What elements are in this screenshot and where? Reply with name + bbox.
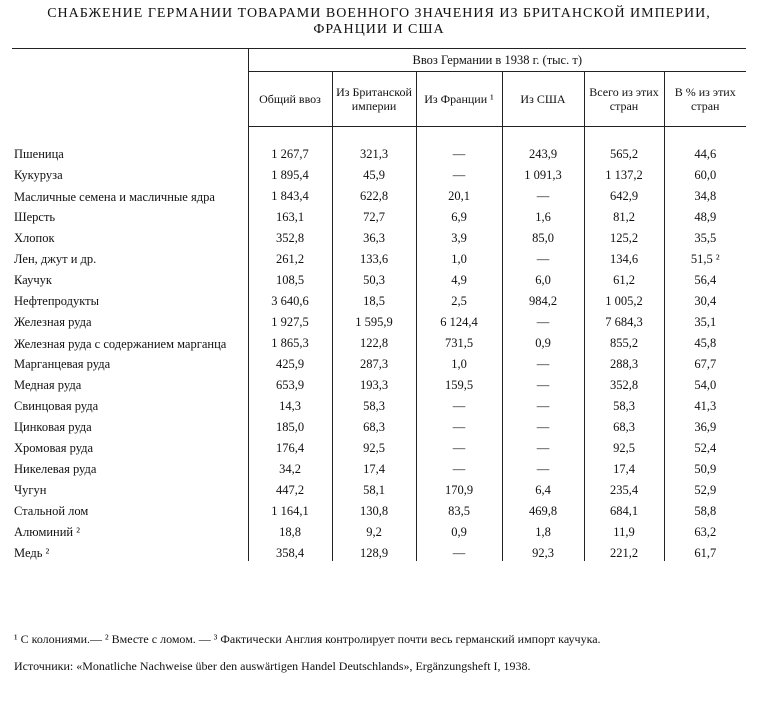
cell-value: 134,6 bbox=[584, 246, 664, 267]
cell-value: 52,9 bbox=[664, 477, 746, 498]
cell-value: 159,5 bbox=[416, 372, 502, 393]
row-label: Медная руда bbox=[12, 372, 248, 393]
cell-value: 14,3 bbox=[248, 393, 332, 414]
cell-value: 44,6 bbox=[664, 127, 746, 163]
cell-value: 1 843,4 bbox=[248, 183, 332, 204]
cell-value: 1 267,7 bbox=[248, 127, 332, 163]
cell-value: 352,8 bbox=[584, 372, 664, 393]
cell-value: 1 091,3 bbox=[502, 162, 584, 183]
row-label: Свинцовая руда bbox=[12, 393, 248, 414]
cell-value: 1 005,2 bbox=[584, 288, 664, 309]
notes bbox=[14, 632, 744, 674]
cell-value: — bbox=[502, 309, 584, 330]
row-label: Нефтепродукты bbox=[12, 288, 248, 309]
cell-value: 68,3 bbox=[584, 414, 664, 435]
cell-value: 18,8 bbox=[248, 519, 332, 540]
table-body bbox=[12, 127, 746, 562]
cell-value: 67,7 bbox=[664, 351, 746, 372]
cell-value: — bbox=[416, 435, 502, 456]
cell-value: 1,0 bbox=[416, 246, 502, 267]
cell-value: 58,1 bbox=[332, 477, 416, 498]
row-label: Медь ² bbox=[12, 540, 248, 561]
source-note: Источники: «Monatliche Nachweise über den auswärtigen Handel Deutschlands», Ergänzungsheft I, 1938. bbox=[14, 659, 531, 673]
cell-value: 30,4 bbox=[664, 288, 746, 309]
cell-value: 1 137,2 bbox=[584, 162, 664, 183]
cell-value: 34,8 bbox=[664, 183, 746, 204]
cell-value: — bbox=[502, 351, 584, 372]
footnote: ¹ С колониями.— ² Вместе с ломом. — ³ Фактически Англия контролирует почти весь германский импорт каучука. bbox=[14, 632, 601, 646]
cell-value: 170,9 bbox=[416, 477, 502, 498]
cell-value: 48,9 bbox=[664, 204, 746, 225]
table-row bbox=[12, 162, 746, 183]
cell-value: 1 865,3 bbox=[248, 330, 332, 351]
table-row bbox=[12, 246, 746, 267]
cell-value: 6,9 bbox=[416, 204, 502, 225]
cell-value: — bbox=[502, 414, 584, 435]
cell-value: 128,9 bbox=[332, 540, 416, 561]
cell-value: 34,2 bbox=[248, 456, 332, 477]
cell-value: 108,5 bbox=[248, 267, 332, 288]
cell-value: 1 927,5 bbox=[248, 309, 332, 330]
col-header-britain: Из Британской империи bbox=[332, 72, 416, 127]
cell-value: 133,6 bbox=[332, 246, 416, 267]
table-row bbox=[12, 477, 746, 498]
cell-value: 92,3 bbox=[502, 540, 584, 561]
cell-value: 287,3 bbox=[332, 351, 416, 372]
cell-value: — bbox=[416, 127, 502, 163]
cell-value: — bbox=[502, 456, 584, 477]
cell-value: 83,5 bbox=[416, 498, 502, 519]
cell-value: 50,3 bbox=[332, 267, 416, 288]
cell-value: 61,7 bbox=[664, 540, 746, 561]
cell-value: — bbox=[502, 246, 584, 267]
cell-value: 125,2 bbox=[584, 225, 664, 246]
cell-value: 51,5 ² bbox=[664, 246, 746, 267]
title-line-1: СНАБЖЕНИЕ ГЕРМАНИИ ТОВАРАМИ ВОЕННОГО ЗНАЧЕНИЯ ИЗ БРИТАНСКОЙ ИМПЕРИИ, bbox=[47, 6, 711, 21]
cell-value: 58,8 bbox=[664, 498, 746, 519]
col-header-total: Общий ввоз bbox=[248, 72, 332, 127]
cell-value: 50,9 bbox=[664, 456, 746, 477]
cell-value: 72,7 bbox=[332, 204, 416, 225]
cell-value: 56,4 bbox=[664, 267, 746, 288]
table-row bbox=[12, 435, 746, 456]
cell-value: 36,3 bbox=[332, 225, 416, 246]
cell-value: 261,2 bbox=[248, 246, 332, 267]
cell-value: 221,2 bbox=[584, 540, 664, 561]
cell-value: 54,0 bbox=[664, 372, 746, 393]
row-label: Шерсть bbox=[12, 204, 248, 225]
cell-value: 41,3 bbox=[664, 393, 746, 414]
cell-value: — bbox=[416, 540, 502, 561]
cell-value: 235,4 bbox=[584, 477, 664, 498]
cell-value: 984,2 bbox=[502, 288, 584, 309]
col-header-sum: Всего из этих стран bbox=[584, 72, 664, 127]
row-label: Масличные семена и масличные ядра bbox=[12, 183, 248, 204]
cell-value: 469,8 bbox=[502, 498, 584, 519]
cell-value: 130,8 bbox=[332, 498, 416, 519]
cell-value: 122,8 bbox=[332, 330, 416, 351]
cell-value: 58,3 bbox=[332, 393, 416, 414]
cell-value: 1,8 bbox=[502, 519, 584, 540]
cell-value: 45,9 bbox=[332, 162, 416, 183]
cell-value: 60,0 bbox=[664, 162, 746, 183]
cell-value: 1,6 bbox=[502, 204, 584, 225]
cell-value: 565,2 bbox=[584, 127, 664, 163]
cell-value: 18,5 bbox=[332, 288, 416, 309]
cell-value: 1 895,4 bbox=[248, 162, 332, 183]
cell-value: 61,2 bbox=[584, 267, 664, 288]
table-row bbox=[12, 204, 746, 225]
cell-value: 321,3 bbox=[332, 127, 416, 163]
cell-value: 185,0 bbox=[248, 414, 332, 435]
row-label: Чугун bbox=[12, 477, 248, 498]
cell-value: 9,2 bbox=[332, 519, 416, 540]
table-row bbox=[12, 414, 746, 435]
table-row bbox=[12, 498, 746, 519]
cell-value: 35,1 bbox=[664, 309, 746, 330]
header-span: Ввоз Германии в 1938 г. (тыс. т) bbox=[248, 49, 746, 72]
cell-value: 4,9 bbox=[416, 267, 502, 288]
cell-value: — bbox=[416, 414, 502, 435]
table-row bbox=[12, 351, 746, 372]
col-header-usa: Из США bbox=[502, 72, 584, 127]
cell-value: 352,8 bbox=[248, 225, 332, 246]
row-label: Лен, джут и др. bbox=[12, 246, 248, 267]
row-label: Стальной лом bbox=[12, 498, 248, 519]
cell-value: 163,1 bbox=[248, 204, 332, 225]
cell-value: — bbox=[416, 393, 502, 414]
cell-value: 6 124,4 bbox=[416, 309, 502, 330]
cell-value: 17,4 bbox=[584, 456, 664, 477]
col-header-france: Из Франции ¹ bbox=[416, 72, 502, 127]
cell-value: 0,9 bbox=[502, 330, 584, 351]
cell-value: 92,5 bbox=[332, 435, 416, 456]
row-label: Каучук bbox=[12, 267, 248, 288]
import-table bbox=[12, 48, 746, 561]
cell-value: 81,2 bbox=[584, 204, 664, 225]
row-label: Кукуруза bbox=[12, 162, 248, 183]
row-label: Никелевая руда bbox=[12, 456, 248, 477]
cell-value: 20,1 bbox=[416, 183, 502, 204]
table-row bbox=[12, 309, 746, 330]
cell-value: 684,1 bbox=[584, 498, 664, 519]
table-row bbox=[12, 225, 746, 246]
cell-value: 1 164,1 bbox=[248, 498, 332, 519]
cell-value: — bbox=[502, 372, 584, 393]
table-title bbox=[0, 6, 758, 38]
row-label: Цинковая руда bbox=[12, 414, 248, 435]
cell-value: 3 640,6 bbox=[248, 288, 332, 309]
cell-value: 17,4 bbox=[332, 456, 416, 477]
cell-value: 63,2 bbox=[664, 519, 746, 540]
cell-value: 193,3 bbox=[332, 372, 416, 393]
cell-value: 642,9 bbox=[584, 183, 664, 204]
cell-value: 92,5 bbox=[584, 435, 664, 456]
row-label: Пшеница bbox=[12, 127, 248, 163]
cell-value: 85,0 bbox=[502, 225, 584, 246]
table-row bbox=[12, 330, 746, 351]
cell-value: 622,8 bbox=[332, 183, 416, 204]
cell-value: 1 595,9 bbox=[332, 309, 416, 330]
row-label: Железная руда bbox=[12, 309, 248, 330]
cell-value: 425,9 bbox=[248, 351, 332, 372]
cell-value: — bbox=[502, 183, 584, 204]
cell-value: 36,9 bbox=[664, 414, 746, 435]
cell-value: 1,0 bbox=[416, 351, 502, 372]
cell-value: 243,9 bbox=[502, 127, 584, 163]
table-row bbox=[12, 519, 746, 540]
cell-value: 52,4 bbox=[664, 435, 746, 456]
stub-header bbox=[12, 49, 248, 127]
cell-value: — bbox=[502, 435, 584, 456]
table-row bbox=[12, 540, 746, 561]
row-label: Алюминий ² bbox=[12, 519, 248, 540]
cell-value: — bbox=[502, 393, 584, 414]
row-label: Хромовая руда bbox=[12, 435, 248, 456]
table-row bbox=[12, 393, 746, 414]
col-header-percent: В % из этих стран bbox=[664, 72, 746, 127]
table-row bbox=[12, 372, 746, 393]
cell-value: 68,3 bbox=[332, 414, 416, 435]
row-label: Марганцевая руда bbox=[12, 351, 248, 372]
table-row bbox=[12, 456, 746, 477]
table-row bbox=[12, 267, 746, 288]
cell-value: 288,3 bbox=[584, 351, 664, 372]
title-line-2: ФРАНЦИИ И США bbox=[313, 22, 445, 37]
cell-value: — bbox=[416, 162, 502, 183]
cell-value: 45,8 bbox=[664, 330, 746, 351]
cell-value: 2,5 bbox=[416, 288, 502, 309]
table-row bbox=[12, 127, 746, 163]
cell-value: 7 684,3 bbox=[584, 309, 664, 330]
cell-value: 176,4 bbox=[248, 435, 332, 456]
cell-value: 855,2 bbox=[584, 330, 664, 351]
cell-value: 653,9 bbox=[248, 372, 332, 393]
cell-value: 6,0 bbox=[502, 267, 584, 288]
cell-value: 731,5 bbox=[416, 330, 502, 351]
cell-value: — bbox=[416, 456, 502, 477]
cell-value: 358,4 bbox=[248, 540, 332, 561]
cell-value: 6,4 bbox=[502, 477, 584, 498]
cell-value: 11,9 bbox=[584, 519, 664, 540]
table-row bbox=[12, 183, 746, 204]
cell-value: 3,9 bbox=[416, 225, 502, 246]
row-label: Железная руда с содержанием марганца bbox=[12, 330, 248, 351]
cell-value: 58,3 bbox=[584, 393, 664, 414]
cell-value: 35,5 bbox=[664, 225, 746, 246]
cell-value: 0,9 bbox=[416, 519, 502, 540]
cell-value: 447,2 bbox=[248, 477, 332, 498]
row-label: Хлопок bbox=[12, 225, 248, 246]
table-row bbox=[12, 288, 746, 309]
